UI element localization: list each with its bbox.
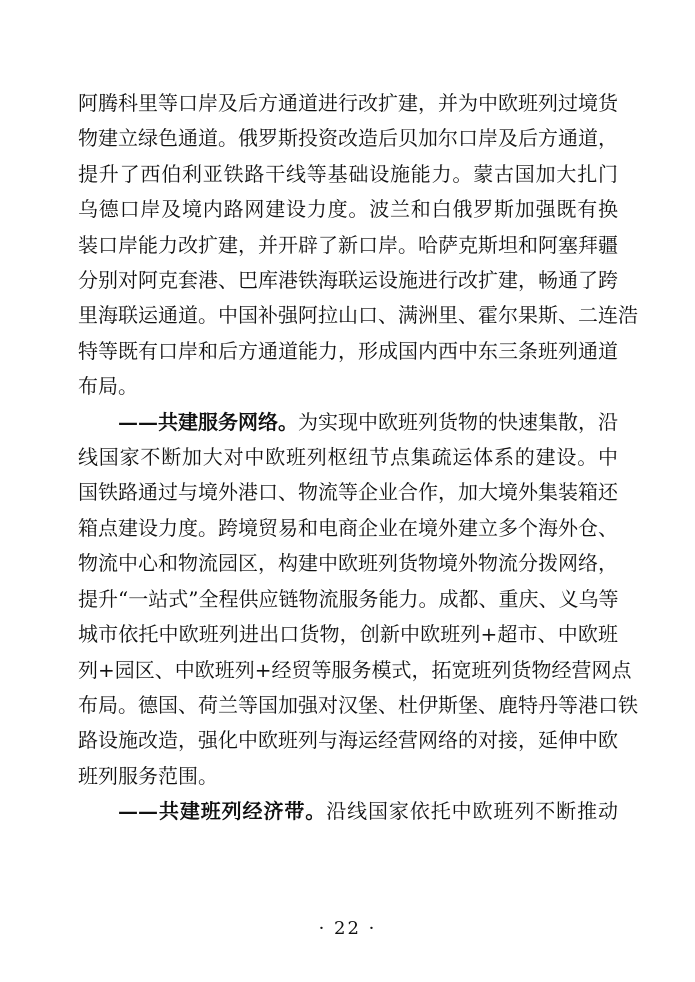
text-line: 乌德口岸及境内路网建设力度。波兰和白俄罗斯加强既有换 [78, 197, 618, 222]
paragraph-ports-upgrade [78, 86, 638, 405]
text-line [78, 405, 618, 440]
paragraph-service-network [78, 405, 638, 794]
text-line: 分别对阿克套港、巴库港铁海联运设施进行改扩建，畅通了跨 [78, 268, 618, 293]
text-line: 国铁路通过与境外港口、物流等企业合作，加大境外集装箱还 [78, 480, 618, 505]
paragraph-economic-belt [78, 794, 618, 829]
section-lead-service-network: ——共建服务网络。 [118, 409, 298, 434]
text-line: 阿腾科里等口岸及后方通道进行改扩建，并为中欧班列过境货 [78, 91, 618, 115]
text-line: 箱点建设力度。跨境贸易和电商企业在境外建立多个海外仓、 [78, 515, 618, 540]
text-line [78, 794, 618, 829]
text-line: 物建立绿色通道。俄罗斯投资改造后贝加尔口岸及后方通道， [78, 126, 618, 151]
text-line: 城市依托中欧班列进出口货物，创新中欧班列+超市、中欧班 [78, 622, 618, 647]
text-line: 布局。德国、荷兰等国加强对汉堡、杜伊斯堡、鹿特丹等港口铁 [78, 692, 638, 717]
text-line-rest: 沿线国家依托中欧班列不断推动 [326, 799, 619, 824]
page-number: · 22 · [318, 918, 377, 939]
document-body [78, 86, 638, 830]
text-line: 里海联运通道。中国补强阿拉山口、满洲里、霍尔果斯、二连浩 [78, 303, 638, 328]
text-line: 列+园区、中欧班列+经贸等服务模式，拓宽班列货物经营网点 [78, 657, 632, 682]
text-line: 装口岸能力改扩建，并开辟了新口岸。哈萨克斯坦和阿塞拜疆 [78, 232, 618, 257]
text-line: 提升“一站式”全程供应链物流服务能力。成都、重庆、义乌等 [78, 586, 619, 611]
text-line: 线国家不断加大对中欧班列枢纽节点集疏运体系的建设。中 [78, 445, 618, 470]
text-line: 特等既有口岸和后方通道能力，形成国内西中东三条班列通道 [78, 338, 618, 363]
section-lead-economic-belt: ——共建班列经济带。 [118, 799, 327, 824]
text-line: 物流中心和物流园区，构建中欧班列货物境外物流分拨网络， [78, 551, 618, 576]
text-line: 路设施改造，强化中欧班列与海运经营网络的对接，延伸中欧 [78, 728, 618, 753]
text-line-rest: 为实现中欧班列货物的快速集散，沿 [298, 409, 618, 434]
text-line: 布局。 [78, 374, 138, 399]
text-line: 班列服务范围。 [78, 763, 218, 788]
text-line: 提升了西伯利亚铁路干线等基础设施能力。蒙古国加大扎门 [78, 161, 618, 186]
